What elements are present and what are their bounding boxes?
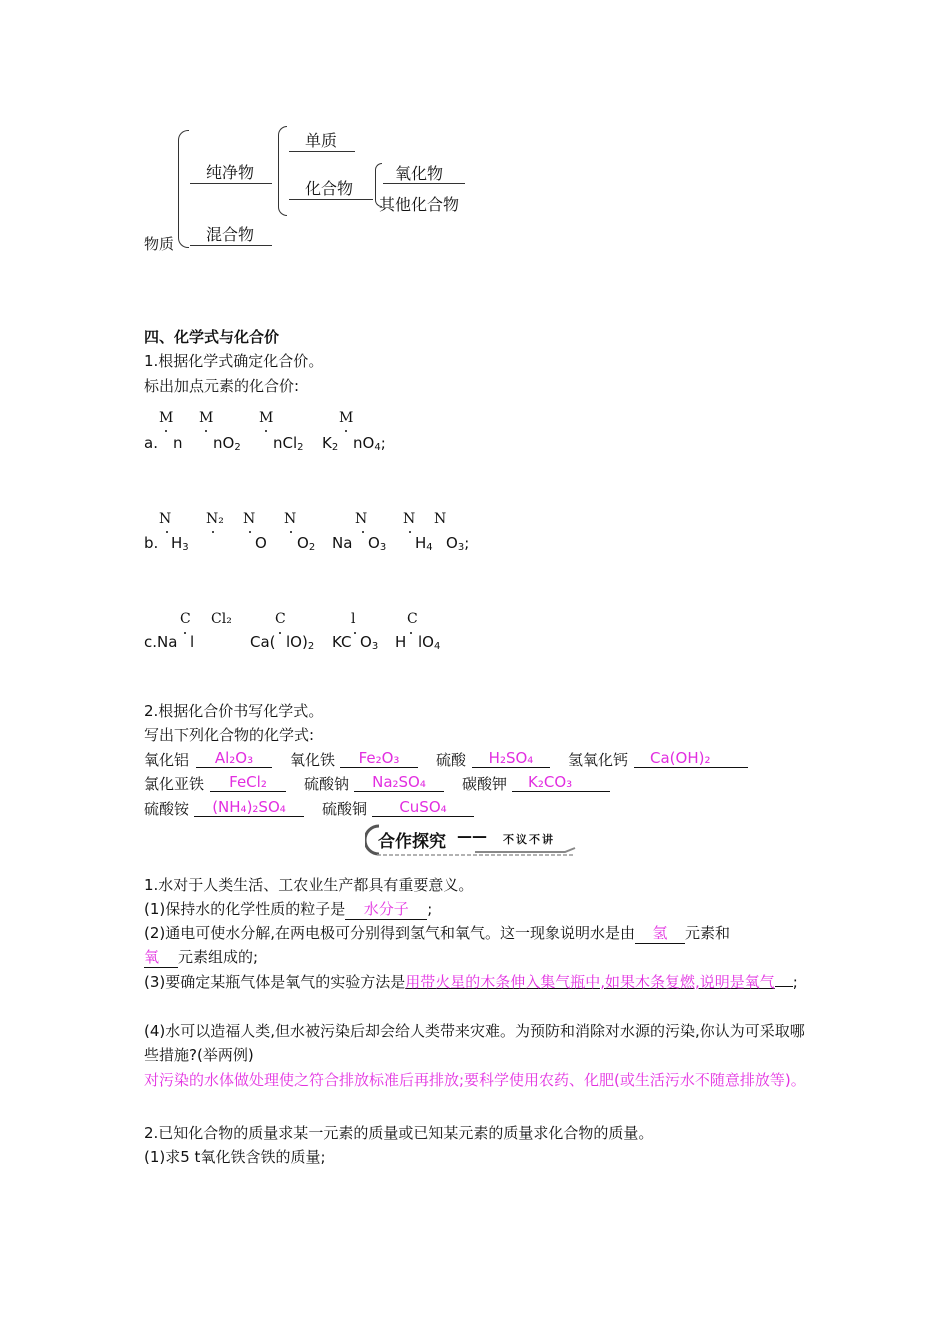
item-name: 氧化铁 — [290, 751, 336, 769]
tree-element: 单质 — [305, 131, 338, 150]
coop-q2: 2.已知化合物的质量求某一元素的质量或已知某元素的质量求化合物的质量。 — [144, 1124, 654, 1142]
section-title: 四、化学式与化合价 — [144, 328, 280, 346]
formula: $O_2$ — [297, 534, 316, 553]
pure-line — [190, 183, 272, 184]
q1-instruction: 标出加点元素的化合价: — [144, 377, 300, 395]
mark: N — [434, 511, 447, 527]
row-a-prefix: a. — [144, 434, 158, 452]
item-answer: H₂SO₄ — [472, 749, 550, 768]
formula: $K_2$ — [322, 434, 339, 453]
mark: M — [339, 410, 354, 426]
item-answer: K₂CO₃ — [512, 773, 610, 792]
coop-q1-2-line1: (2)通电可使水分解,在两电极可分别得到氢气和氧气。这一现象说明水是由 氢 元素和 — [144, 924, 731, 942]
item-name: 硫酸 — [436, 751, 467, 769]
formula: nCl$_2$ — [273, 434, 304, 453]
formula: $H_4$ — [415, 534, 433, 553]
mark: l — [351, 611, 356, 627]
formula: $nO_2$ — [213, 434, 241, 453]
formula: n — [173, 434, 183, 452]
mark: N — [284, 511, 297, 527]
item-name: 氧化铝 — [144, 751, 190, 769]
formula: H — [395, 633, 407, 651]
formula: KC — [332, 633, 352, 651]
formula: $nO_4$; — [353, 434, 386, 453]
item-name: 硫酸铵 — [144, 800, 190, 818]
item-answer: Ca(OH)₂ — [634, 749, 748, 768]
coop-q1: 1.水对于人类生活、工农业生产都具有重要意义。 — [144, 876, 474, 894]
banner-title: 合作探究 — [378, 832, 446, 852]
mark: N₂ — [206, 511, 224, 527]
mark: M — [199, 410, 214, 426]
item-answer: (NH₄)₂SO₄ — [194, 798, 304, 817]
formula: $lO)_2$ — [286, 633, 315, 652]
tree-root: 物质 — [144, 235, 175, 253]
item-answer: Fe₂O₃ — [340, 749, 418, 768]
oxide-line — [383, 183, 465, 184]
mark: M — [259, 410, 274, 426]
formula: Ca( — [250, 633, 276, 651]
coop-q1-4: (4)水可以造福人类,但水被污染后却会给人类带来灾难。为预防和消除对水源的污染,你认为可采取哪些措施?(举两例) — [144, 1022, 805, 1064]
mark: N — [355, 511, 368, 527]
coop-q1-1: (1)保持水的化学性质的粒子是 水分子 ; — [144, 900, 433, 918]
formula: O — [255, 534, 267, 552]
row-c-prefix: c.Na — [144, 633, 178, 651]
coop-q1-4-answer: 对污染的水体做处理使之符合排放标准后再排放;要科学使用农药、化肥(或生活污水不随意排放等)。 — [144, 1071, 806, 1089]
answer-blank: 氢 — [635, 922, 685, 944]
item-name: 硫酸钠 — [304, 775, 350, 793]
item-answer: Na₂SO₄ — [354, 773, 444, 792]
formula: Na — [332, 534, 353, 552]
formula: $H_3$ — [171, 534, 189, 553]
tree-compound: 化合物 — [305, 179, 354, 198]
mark: N — [159, 511, 172, 527]
item-answer: FeCl₂ — [210, 773, 286, 792]
mark: Cl₂ — [211, 611, 232, 627]
formula: l — [190, 633, 195, 651]
coop-q1-2-line2: 氧 元素组成的; — [144, 948, 259, 966]
formula: $O_3$; — [446, 534, 470, 553]
section-banner — [365, 822, 590, 858]
q1-title: 1.根据化学式确定化合价。 — [144, 352, 324, 370]
mark: C — [275, 611, 286, 627]
coop-q1-3: (3)要确定某瓶气体是氧气的实验方法是用带火星的木条伸入集气瓶中,如果木条复燃,说明是氧气 ; — [144, 973, 798, 991]
mark: N — [403, 511, 416, 527]
tree-oxide: 氧化物 — [395, 164, 444, 183]
item-name: 氯化亚铁 — [144, 775, 205, 793]
brace-root — [178, 130, 189, 248]
banner-subtitle: 不议不讲 — [503, 833, 555, 846]
mark: N — [243, 511, 256, 527]
formula: $lO_4$ — [418, 633, 441, 652]
item-name: 硫酸铜 — [322, 800, 368, 818]
row-b-prefix: b. — [144, 534, 159, 552]
item-answer: CuSO₄ — [372, 798, 474, 817]
coop-q2-1: (1)求5 t氧化铁含铁的质量; — [144, 1148, 326, 1166]
formula: $O_3$ — [368, 534, 387, 553]
mixture-line — [190, 245, 272, 246]
element-line — [289, 151, 355, 152]
answer-blank: 用带火星的木条伸入集气瓶中,如果木条复燃,说明是氧气 — [405, 973, 775, 991]
q2-title: 2.根据化合价书写化学式。 — [144, 702, 324, 720]
brace-pure — [278, 126, 287, 216]
q2-instruction: 写出下列化合物的化学式: — [144, 726, 315, 744]
tree-mixture: 混合物 — [206, 225, 255, 244]
item-name: 氢氧化钙 — [568, 751, 629, 769]
banner-dash: —— — [457, 827, 487, 845]
item-name: 碳酸钾 — [462, 775, 508, 793]
answer-blank: 水分子 — [345, 898, 427, 920]
compound-line — [289, 199, 373, 200]
tree-other: 其他化合物 — [379, 195, 460, 214]
tree-pure: 纯净物 — [206, 163, 255, 182]
formula: $O_3$ — [360, 633, 379, 652]
mark: C — [180, 611, 191, 627]
item-answer: Al₂O₃ — [196, 749, 272, 768]
answer-blank: 氧 — [144, 946, 178, 968]
mark: C — [407, 611, 418, 627]
mark: M — [159, 410, 174, 426]
